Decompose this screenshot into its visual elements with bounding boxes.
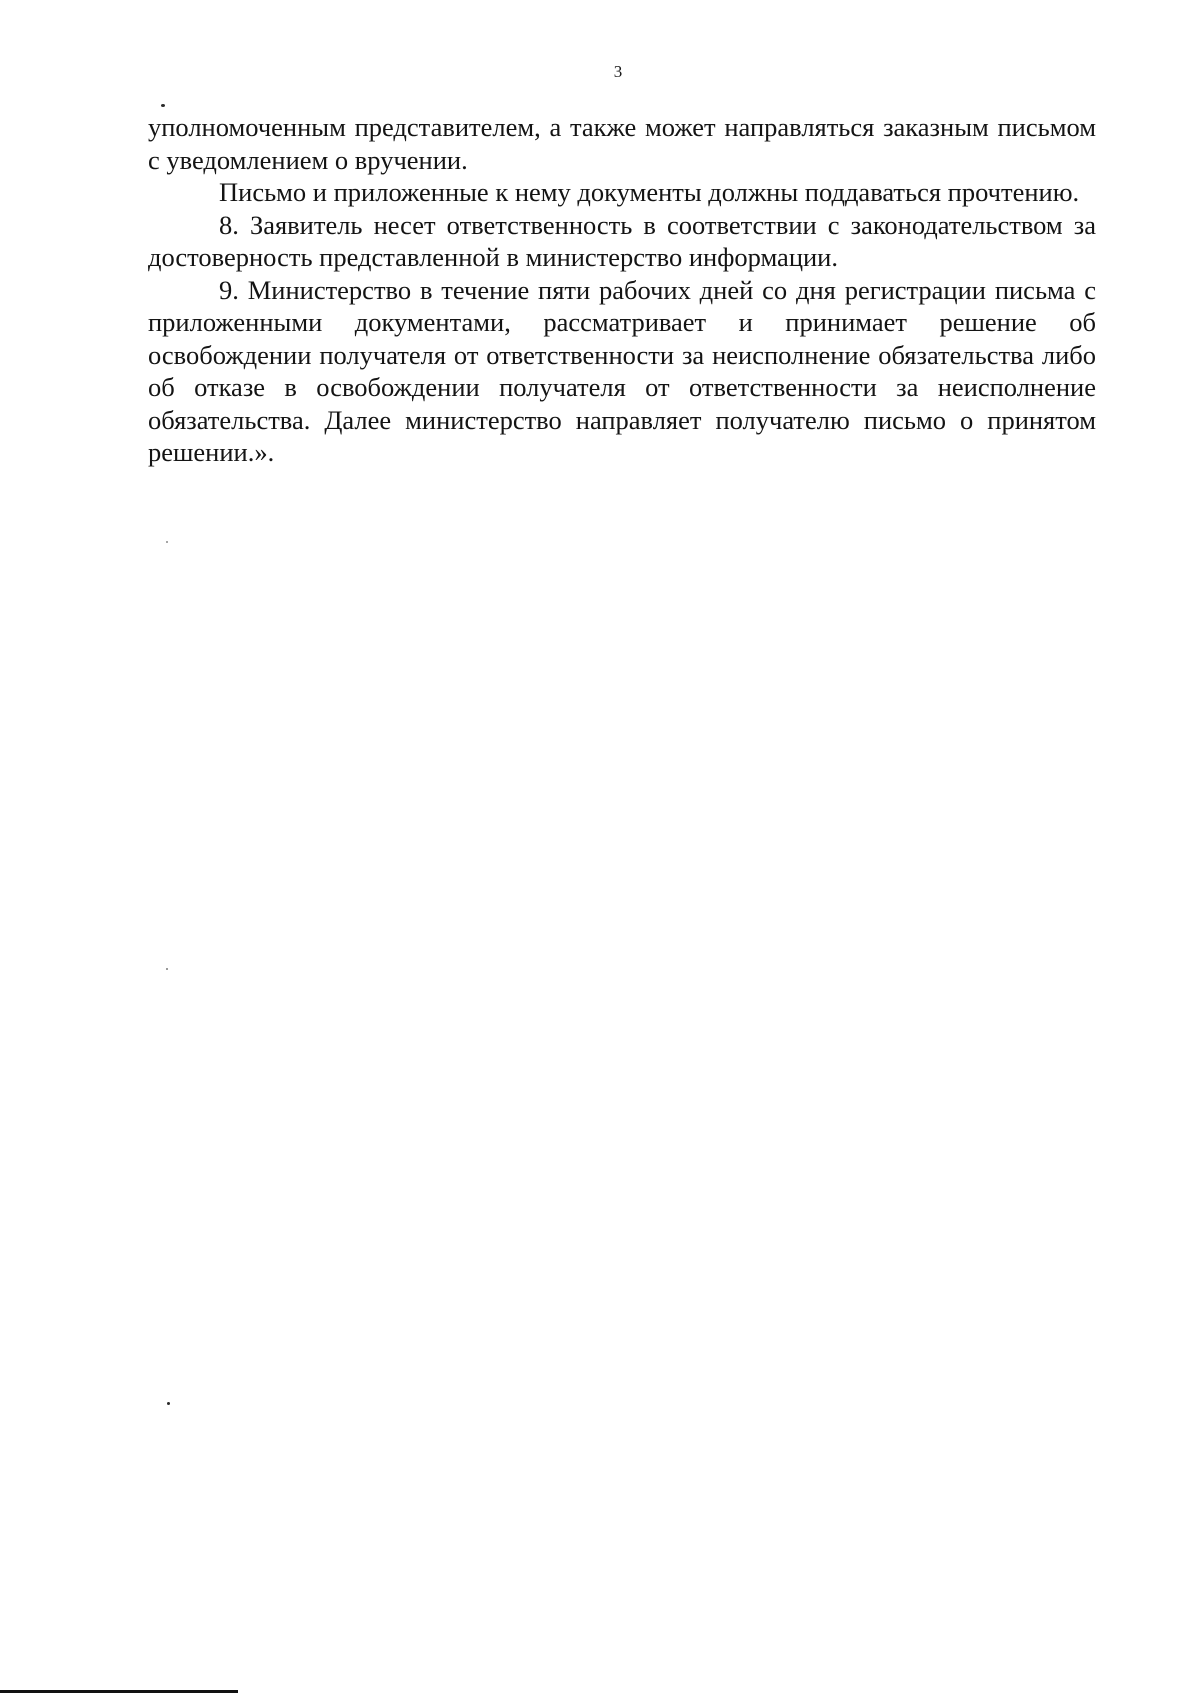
bottom-edge-line [0, 1690, 238, 1693]
paragraph-item-9: 9. Министерство в течение пяти рабочих дней со дня регистрации письма с приложенными документами, рассматривает и принимает решение об освобождении получателя от ответственности за неисполнение обязательства либо об отказе в освобождении получателя от ответственности за неисполнение обязательства. Далее министерство направляет получателю письмо о принятом решении.». [148, 274, 1096, 467]
paragraph-legibility: Письмо и приложенные к нему документы должны поддаваться прочтению. [219, 177, 1080, 207]
scan-speck [166, 968, 168, 970]
scan-speck [161, 104, 165, 107]
paragraph-item-8: 8. Заявитель несет ответственность в соответствии с законодательством за достоверность представленной в министерство информации. [148, 209, 1096, 272]
document-body [148, 111, 1096, 469]
page-number: 3 [613, 62, 623, 81]
scan-speck [166, 541, 168, 543]
paragraph-continuation: уполномоченным представителем, а также может направляться заказным письмом с уведомлением о вручении. [148, 112, 1096, 175]
scan-speck [167, 1402, 170, 1405]
